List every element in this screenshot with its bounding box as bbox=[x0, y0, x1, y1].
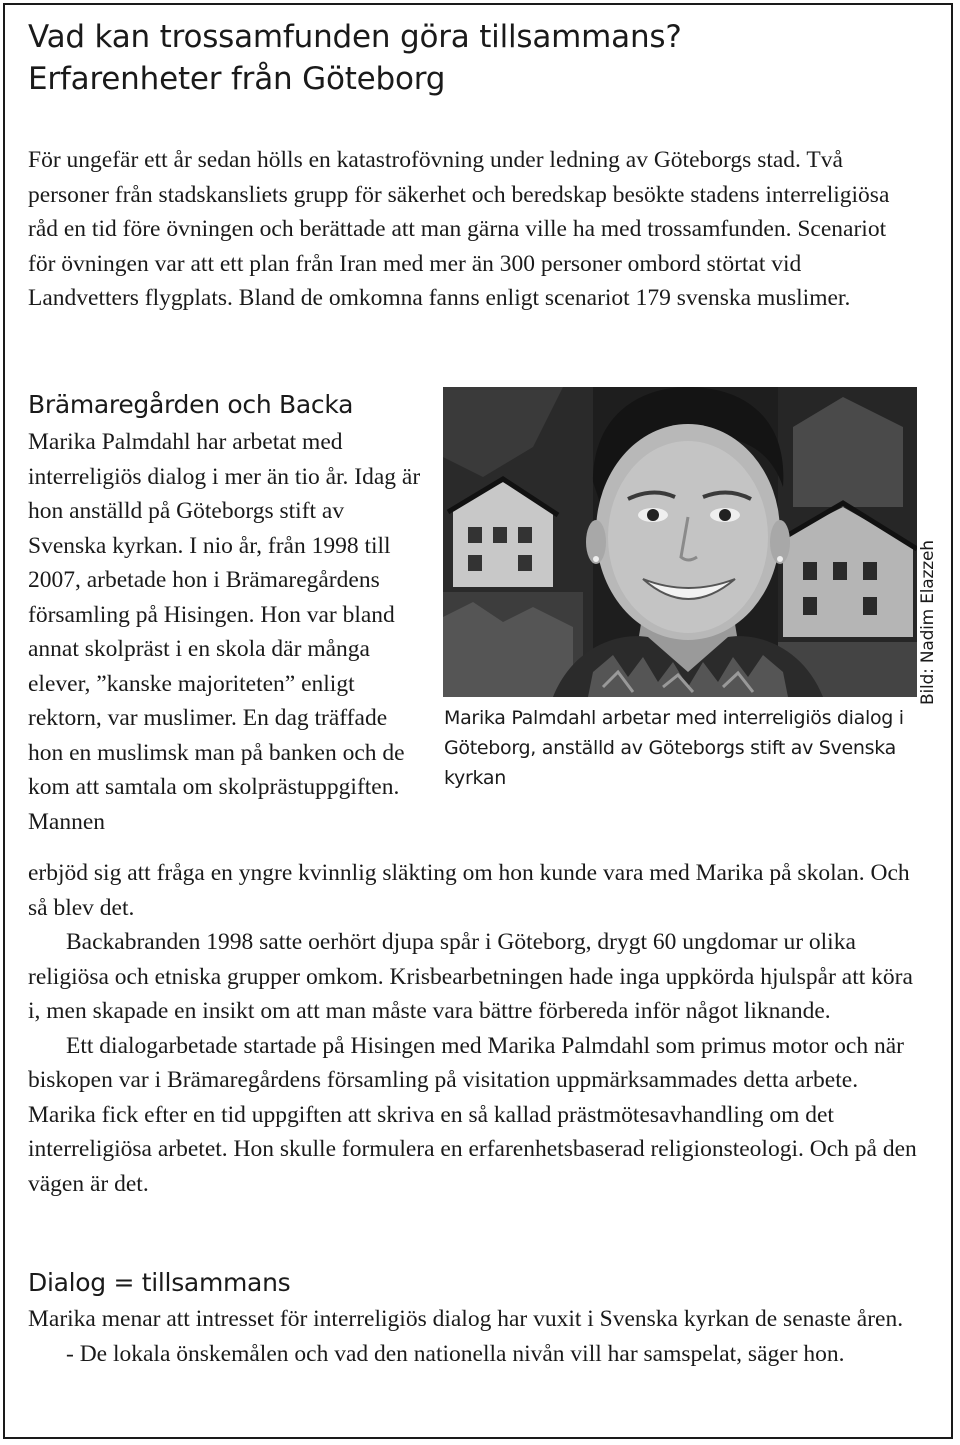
photo-credit: Bild: Nadim Elazzeh bbox=[918, 540, 938, 705]
section2-text bbox=[28, 1302, 923, 1371]
section-heading-dialog: Dialog = tillsammans bbox=[28, 1268, 291, 1297]
intro-paragraph: För ungefär ett år sedan hölls en katastrofövning under ledning av Göteborgs stad. Två personer från stadskansliets grupp för säkerhet och beredskap besökte stadens interreligiösa råd en tid före övningen och berättade att man gärna ville ha med trossamfunden. Scenariot för övningen var att ett plan från Iran med mer än 300 personer ombord störtat vid Landvetters flygplats. Bland de omkomna fanns enligt scenariot 179 svenska muslimer. bbox=[28, 147, 890, 311]
article-title bbox=[28, 16, 682, 100]
section1-full-width-text bbox=[28, 856, 923, 1201]
portrait-photo bbox=[443, 387, 917, 697]
section1-paragraph-2: Backabranden 1998 satte oerhört djupa spår i Göteborg, drygt 60 ungdomar ur olika religiösa och etniska grupper omkom. Krisbearbetningen hade inga uppkörda hjulspår att köra i, men skapade en insikt om att man måste vara bättre förbereda inför något liknande. bbox=[28, 929, 913, 1024]
title-line-1: Vad kan trossamfunden göra tillsammans? bbox=[28, 19, 682, 55]
title-line-2: Erfarenheter från Göteborg bbox=[28, 61, 446, 97]
section1-column-text: Marika Palmdahl har arbetat med interreligiös dialog i mer än tio år. Idag är hon anställd på Göteborgs stift av Svenska kyrkan. I nio år, från 1998 till 2007, arbetade hon i Brämaregårdens församling på Hisingen. Hon var bland annat skolpräst i en skola där många elever, ”kanske majoriteten” enligt rektorn, var muslimer. En dag träffade hon en muslimsk man på banken och de kom att samtala om skolprästuppgiften. Mannen bbox=[28, 429, 421, 835]
portrait-image bbox=[443, 387, 917, 697]
section2-paragraph-1: Marika menar att intresset för interreligiös dialog har vuxit i Svenska kyrkan de senaste åren. bbox=[28, 1306, 904, 1332]
photo-caption: Marika Palmdahl arbetar med interreligiös dialog i Göteborg, anställd av Göteborgs stift av Svenska kyrkan bbox=[444, 707, 904, 789]
section1-continuation: erbjöd sig att fråga en yngre kvinnlig släkting om hon kunde vara med Marika på skolan. Och så blev det. bbox=[28, 860, 910, 921]
section-heading-bramaregarden: Brämaregården och Backa bbox=[28, 390, 354, 419]
section2-paragraph-2: - De lokala önskemålen och vad den nationella nivån vill har samspelat, säger hon. bbox=[66, 1340, 845, 1367]
section1-paragraph-3: Ett dialogarbetade startade på Hisingen med Marika Palmdahl som primus motor och när biskopen var i Brämaregårdens församling på visitation uppmärksammades detta arbete. Marika fick efter en tid uppgiften att skriva en så kallad prästmötesavhandling om det interreligiösa arbetet. Hon skulle formulera en erfarenhetsbaserad religionsteologi. Och på den vägen är det. bbox=[28, 1032, 917, 1197]
